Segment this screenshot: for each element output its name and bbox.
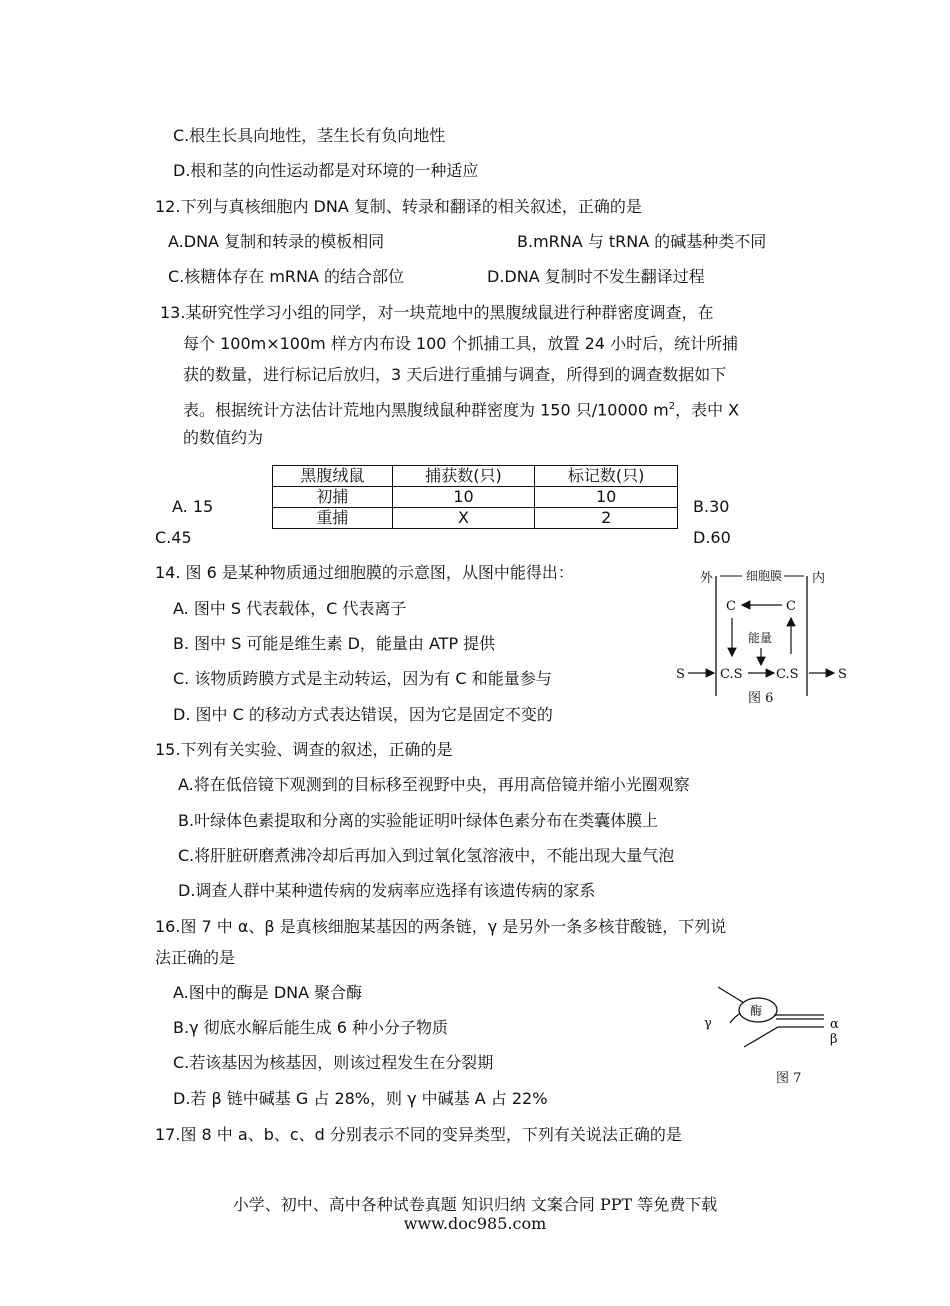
q17-stem: 17.图 8 中 a、b、c、d 分别表示不同的变异类型，下列有关说法正确的是 (155, 1125, 682, 1144)
q13-stem-line2: 每个 100m×100m 样方内布设 100 个抓捕工具，放置 24 小时后，统计所捕 (183, 334, 739, 353)
q12-option-c: C.核糖体存在 mRNA 的结合部位 (168, 267, 405, 286)
q13-option-d: D.60 (693, 528, 731, 547)
fig6-membrane-label: 细胞膜 (746, 569, 783, 583)
fig7-alpha-label: α (830, 1017, 839, 1032)
figure-7-transcription-diagram (700, 975, 850, 1090)
fig7-caption: 图 7 (776, 1071, 802, 1086)
fig7-enzyme-label: 酶 (750, 1004, 763, 1018)
q15-option-b: B.叶绿体色素提取和分离的实验能证明叶绿体色素分布在类囊体膜上 (178, 811, 659, 830)
fig6-cs-left: C.S (720, 667, 743, 682)
table-cell: 重捕 (273, 508, 393, 529)
fig6-outside-label: 外 (700, 571, 714, 586)
q15-option-a: A.将在低倍镜下观测到的目标移至视野中央，再用高倍镜并缩小光圈观察 (178, 775, 690, 794)
table-cell: X (392, 508, 535, 529)
q16-stem-line2: 法正确的是 (155, 948, 236, 967)
fig6-cs-right: C.S (776, 667, 799, 682)
q13-stem-line4 (183, 396, 739, 421)
q12-option-a: A.DNA 复制和转录的模板相同 (168, 232, 385, 251)
table-header: 黑腹绒鼠 (273, 466, 393, 487)
q16-option-b: B.γ 彻底水解后能生成 6 种小分子物质 (173, 1018, 448, 1037)
q13-data-table (272, 465, 678, 529)
fig6-caption: 图 6 (748, 691, 774, 706)
q14-option-c: C. 该物质跨膜方式是主动转运，因为有 C 和能量参与 (173, 669, 552, 688)
q15-option-d: D.调查人群中某种遗传病的发病率应选择有该遗传病的家系 (178, 881, 596, 900)
footer-website[interactable]: www.doc985.com (403, 1214, 547, 1233)
q13-stem-line4-tail: ，表中 X (675, 400, 740, 420)
q14-option-a: A. 图中 S 代表载体，C 代表离子 (173, 599, 407, 618)
q16-option-c: C.若该基因为核基因，则该过程发生在分裂期 (173, 1053, 494, 1072)
q14-option-d: D. 图中 C 的移动方式表达错误，因为它是固定不变的 (173, 705, 553, 724)
q13-superscript: 2 (668, 401, 676, 412)
q12-option-b: B.mRNA 与 tRNA 的碱基种类不同 (517, 232, 767, 251)
q16-option-a: A.图中的酶是 DNA 聚合酶 (173, 983, 363, 1002)
q13-stem-line3: 获的数量，进行标记后放归，3 天后进行重捕与调查，所得到的调查数据如下 (183, 365, 727, 384)
q13-option-b: B.30 (693, 497, 730, 516)
q11-option-c: C.根生长具向地性，茎生长有负向地性 (173, 126, 446, 145)
fig6-substance-s-right: S (838, 667, 847, 682)
table-header-row (273, 466, 678, 487)
table-row (273, 508, 678, 529)
q12-stem: 12.下列与真核细胞内 DNA 复制、转录和翻译的相关叙述，正确的是 (155, 197, 642, 216)
fig6-substance-s-left: S (676, 667, 685, 682)
fig6-carrier-c-right: C (786, 599, 796, 614)
q14-stem: 14. 图 6 是某种物质通过细胞膜的示意图，从图中能得出： (155, 563, 574, 582)
fig7-gamma-label: γ (704, 1016, 712, 1031)
table-cell: 10 (392, 487, 535, 508)
fig6-energy-label: 能量 (748, 631, 773, 645)
q12-option-d: D.DNA 复制时不发生翻译过程 (487, 267, 705, 286)
table-header: 捕获数(只) (392, 466, 535, 487)
q15-stem: 15.下列有关实验、调查的叙述，正确的是 (155, 740, 453, 759)
fig7-beta-label: β (830, 1032, 838, 1047)
q14-option-b: B. 图中 S 可能是维生素 D，能量由 ATP 提供 (173, 634, 496, 653)
table-row (273, 487, 678, 508)
q16-stem-line1: 16.图 7 中 α、β 是真核细胞某基因的两条链，γ 是另外一条多核苷酸链，下列说 (155, 917, 727, 936)
fig6-carrier-c-left: C (726, 599, 736, 614)
q13-option-c: C.45 (155, 528, 192, 547)
q13-option-a: A. 15 (172, 497, 214, 516)
q16-option-d: D.若 β 链中碱基 G 占 28%，则 γ 中碱基 A 占 22% (173, 1089, 548, 1108)
q15-option-c: C.将肝脏研磨煮沸冷却后再加入到过氧化氢溶液中，不能出现大量气泡 (178, 846, 675, 865)
q13-stem-line1: 13.某研究性学习小组的同学，对一块荒地中的黑腹绒鼠进行种群密度调查，在 (160, 303, 714, 322)
figure-6-membrane-transport-diagram (670, 566, 860, 716)
footer-promo-text: 小学、初中、高中各种试卷真题 知识归纳 文案合同 PPT 等免费下载 (232, 1195, 718, 1214)
table-header: 标记数(只) (535, 466, 678, 487)
table-cell: 2 (535, 508, 678, 529)
q13-stem-line4-text: 表。根据统计方法估计荒地内黑腹绒鼠种群密度为 150 只/10000 m (183, 400, 669, 420)
fig6-inside-label: 内 (812, 571, 826, 586)
table-cell: 初捕 (273, 487, 393, 508)
q13-stem-line5: 的数值约为 (183, 428, 264, 447)
table-cell: 10 (535, 487, 678, 508)
q11-option-d: D.根和茎的向性运动都是对环境的一种适应 (173, 161, 479, 180)
